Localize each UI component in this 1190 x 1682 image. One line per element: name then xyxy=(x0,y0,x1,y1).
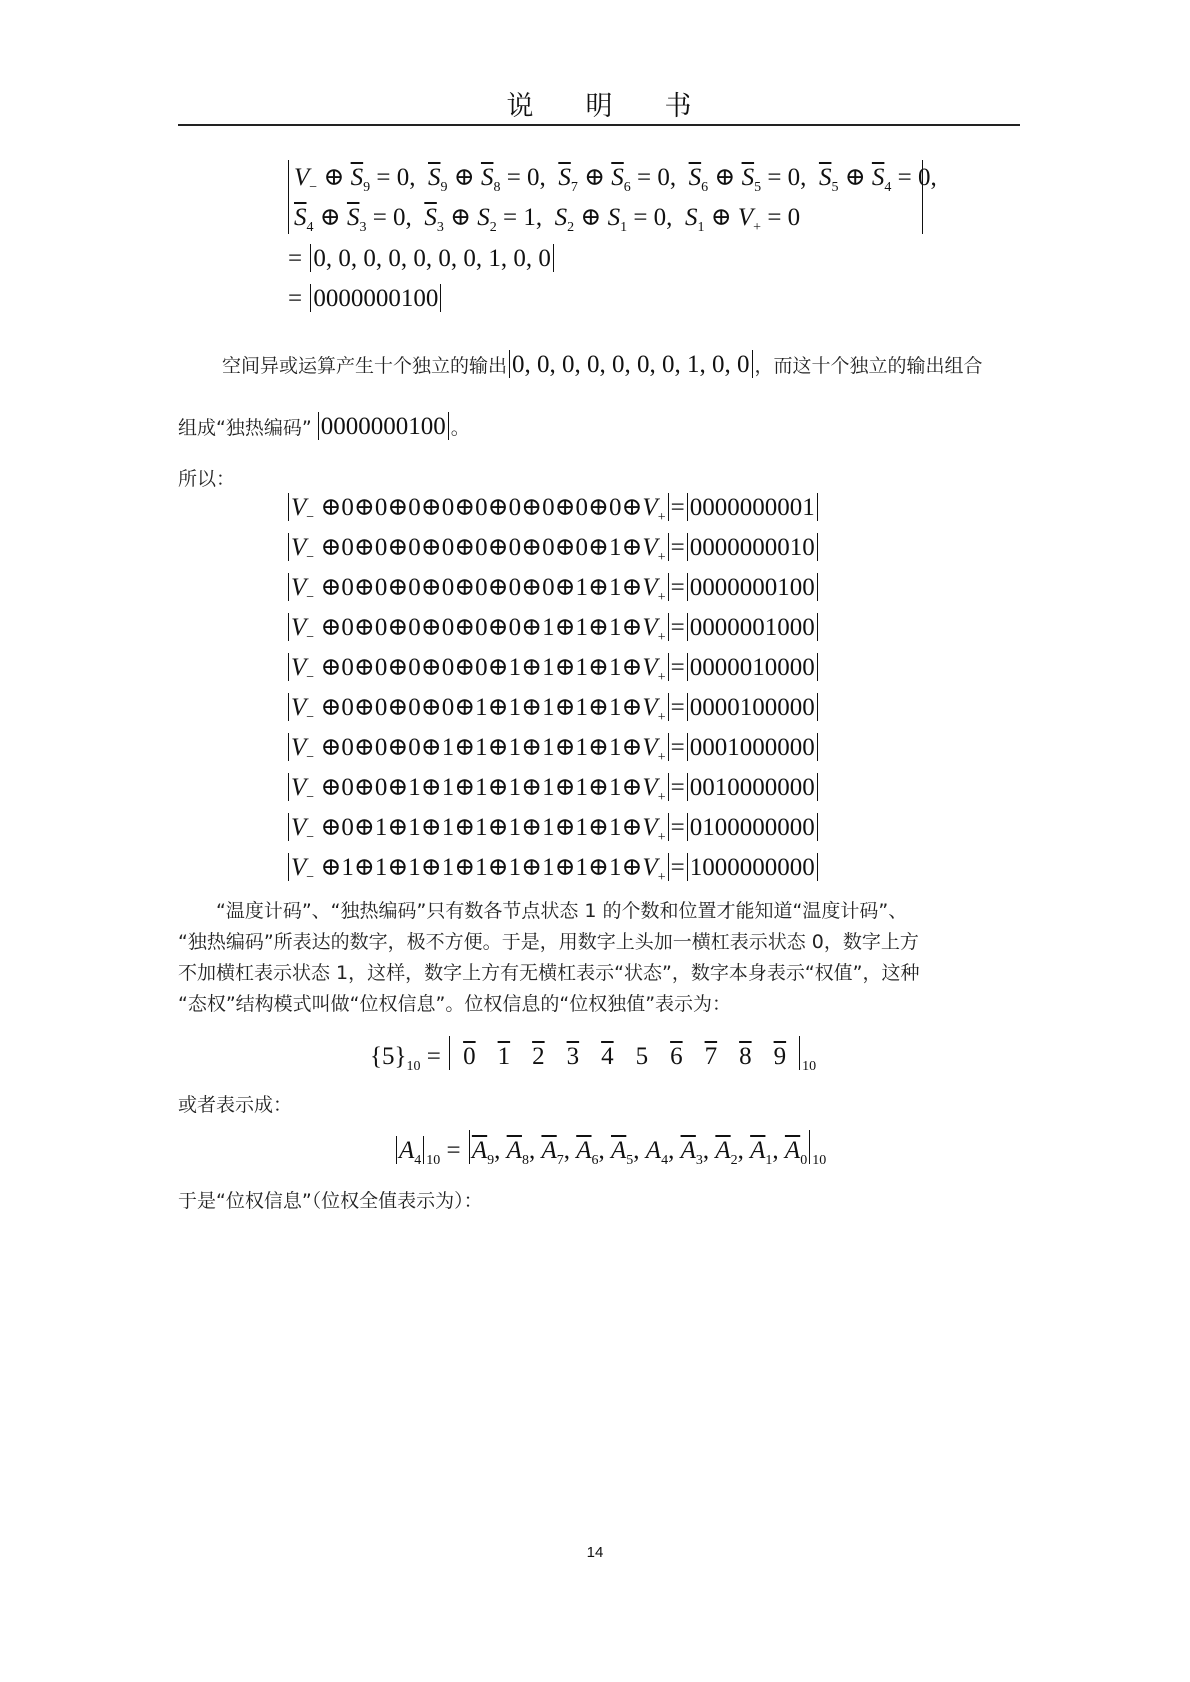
state-terms xyxy=(471,1137,808,1168)
state-digit: 1 xyxy=(497,1043,511,1070)
state-term: $\overline{A}_8$, xyxy=(506,1137,542,1168)
xor-line-2: $\overline{S}_4$ ⊕ $\overline{S}_3 = 0$, $\overline{S}_3$ ⊕ $S_2 = 1$, $S_2$ ⊕ $S_1 = 0$, $S_1$ ⊕ $V_+ = 0$ xyxy=(294,204,801,235)
equation-row: $V_-$ $\oplus 0\oplus 0\oplus 0\oplus 0\oplus 0\oplus 0\oplus 0\oplus 0\oplus 1\oplus V_+ = 0000000010$ xyxy=(286,532,820,566)
state-digit: 4 xyxy=(601,1043,614,1070)
state-digit: 2 xyxy=(532,1043,545,1070)
or-label: 或者表示成： xyxy=(178,1094,293,1116)
state-term: $\overline{A}_0$ xyxy=(784,1137,808,1168)
state-term: $\overline{A}_9$, xyxy=(471,1137,507,1168)
positional-unique-value-equation: $\{5\}_{10} = 0$ 1 2 3 4 5 6 7 8 9 $_{10}$ xyxy=(370,1036,816,1075)
paragraph-onehot: 组成“独热编码” 0000000100 。 xyxy=(178,413,470,440)
state-digit: 7 xyxy=(704,1043,718,1070)
state-term: $\overline{A}_2$, xyxy=(715,1137,751,1168)
xor-result-vector: = 0, 0, 0, 0, 0, 0, 0, 1, 0, 0 xyxy=(288,244,556,273)
state-digit: 6 xyxy=(670,1043,683,1070)
paragraph-output: 空间异或运算产生十个独立的输出 0, 0, 0, 0, 0, 0, 0, 1, 0, 0 ，而这十个独立的输出组合 xyxy=(222,351,983,378)
state-term: $\overline{A}_1$, xyxy=(750,1137,785,1168)
equation-row: $V_-$ $\oplus 0\oplus 0\oplus 0\oplus 0\oplus 0\oplus 0\oplus 0\oplus 1\oplus 1\oplus V_+ = 0000000100$ xyxy=(286,572,820,606)
state-digit: 8 xyxy=(739,1043,752,1070)
state-term: $\overline{A}_3$, xyxy=(680,1137,716,1168)
header-rule xyxy=(178,124,1020,126)
abs-bar-left xyxy=(288,160,289,234)
state-term: $\overline{A}_5$, xyxy=(611,1137,646,1168)
equation-row: $V_-$ $\oplus 0\oplus 0\oplus 0\oplus 0\oplus 0\oplus 1\oplus 1\oplus 1\oplus 1\oplus V_+ = 0000010000$ xyxy=(286,652,820,686)
page-number: 14 xyxy=(586,1544,604,1561)
equation-row: $V_-$ $\oplus 0\oplus 0\oplus 0\oplus 0\oplus 0\oplus 0\oplus 1\oplus 1\oplus 1\oplus V_+ = 0000001000$ xyxy=(286,612,820,646)
page-header-title: 说明书 xyxy=(506,91,744,122)
paragraph-positional-info: “温度计码”、“独热编码”只有数各节点状态 1 的个数和位置才能知道“温度计码”、 “独热编码”所表达的数字，极不方便。于是，用数字上头加一横杠表示状态 0，数字上方 不加横杠表示状态 1，这样，数字上方有无横杠表示“状态”，数字本身表示“权值”，这种 “态权”结构模式叫做“位权信息”。位权信息的“位权独值”表示为： xyxy=(178,900,920,1015)
state-term: $\overline{A}_7$, xyxy=(541,1137,577,1168)
equation-row: $V_-$ $\oplus 1\oplus 1\oplus 1\oplus 1\oplus 1\oplus 1\oplus 1\oplus 1\oplus 1\oplus V_+ = 1000000000$ xyxy=(286,852,820,886)
state-term: $\overline{A}_6$, xyxy=(576,1137,612,1168)
xor-line-1: $V_-$ ⊕ $\overline{S}_9 = 0$, $\overline{S}_9$ ⊕ $\overline{S}_8 = 0$, $\overline{S}_7$ ⊕ $\overline{S}_6 = 0$, $\overline{S}_6$ ⊕ $\overline{S}_5 = 0$, $\overline{S}_5$ ⊕ $\overline{S}_4 = 0$, xyxy=(294,164,937,195)
state-digit: 5 xyxy=(635,1043,649,1070)
equation-row: $V_-$ $\oplus 0\oplus 0\oplus 1\oplus 1\oplus 1\oplus 1\oplus 1\oplus 1\oplus 1\oplus V_+ = 0010000000$ xyxy=(286,772,820,806)
equation-row: $V_-$ $\oplus 0\oplus 0\oplus 0\oplus 0\oplus 0\oplus 0\oplus 0\oplus 0\oplus 0\oplus V_+ = 0000000001$ xyxy=(286,492,820,526)
equation-row: $V_-$ $\oplus 0\oplus 0\oplus 0\oplus 0\oplus 1\oplus 1\oplus 1\oplus 1\oplus 1\oplus V_+ = 0000100000$ xyxy=(286,692,820,726)
xor-result-code: = 0000000100 xyxy=(288,284,443,313)
equation-row: $V_-$ $\oplus 0\oplus 1\oplus 1\oplus 1\oplus 1\oplus 1\oplus 1\oplus 1\oplus 1\oplus V_+ = 0100000000$ xyxy=(286,812,820,846)
state-digits xyxy=(452,1043,797,1070)
state-digit: 9 xyxy=(773,1043,787,1070)
final-line: 于是“位权信息”（位权全值表示为）： xyxy=(178,1190,483,1212)
state-term: $A_4$, xyxy=(645,1137,681,1168)
state-digit: 3 xyxy=(566,1043,580,1070)
so-label: 所以： xyxy=(178,468,236,490)
equation-row: $V_-$ $\oplus 0\oplus 0\oplus 0\oplus 1\oplus 1\oplus 1\oplus 1\oplus 1\oplus 1\oplus V_+ = 0001000000$ xyxy=(286,732,820,766)
positional-a-equation: $A_4$ $_{10} = \overline{A}_9$, $\overline{A}_8$, $\overline{A}_7$, $\overline{A}_6$, $\overline{A}_5$, $A_4$, $\overline{A}_3$, $\overline{A}_2$, $\overline{A}_1$, $\overline{A}_0$ $_{10}$ xyxy=(394,1130,826,1169)
state-digit: 0 xyxy=(463,1043,476,1070)
